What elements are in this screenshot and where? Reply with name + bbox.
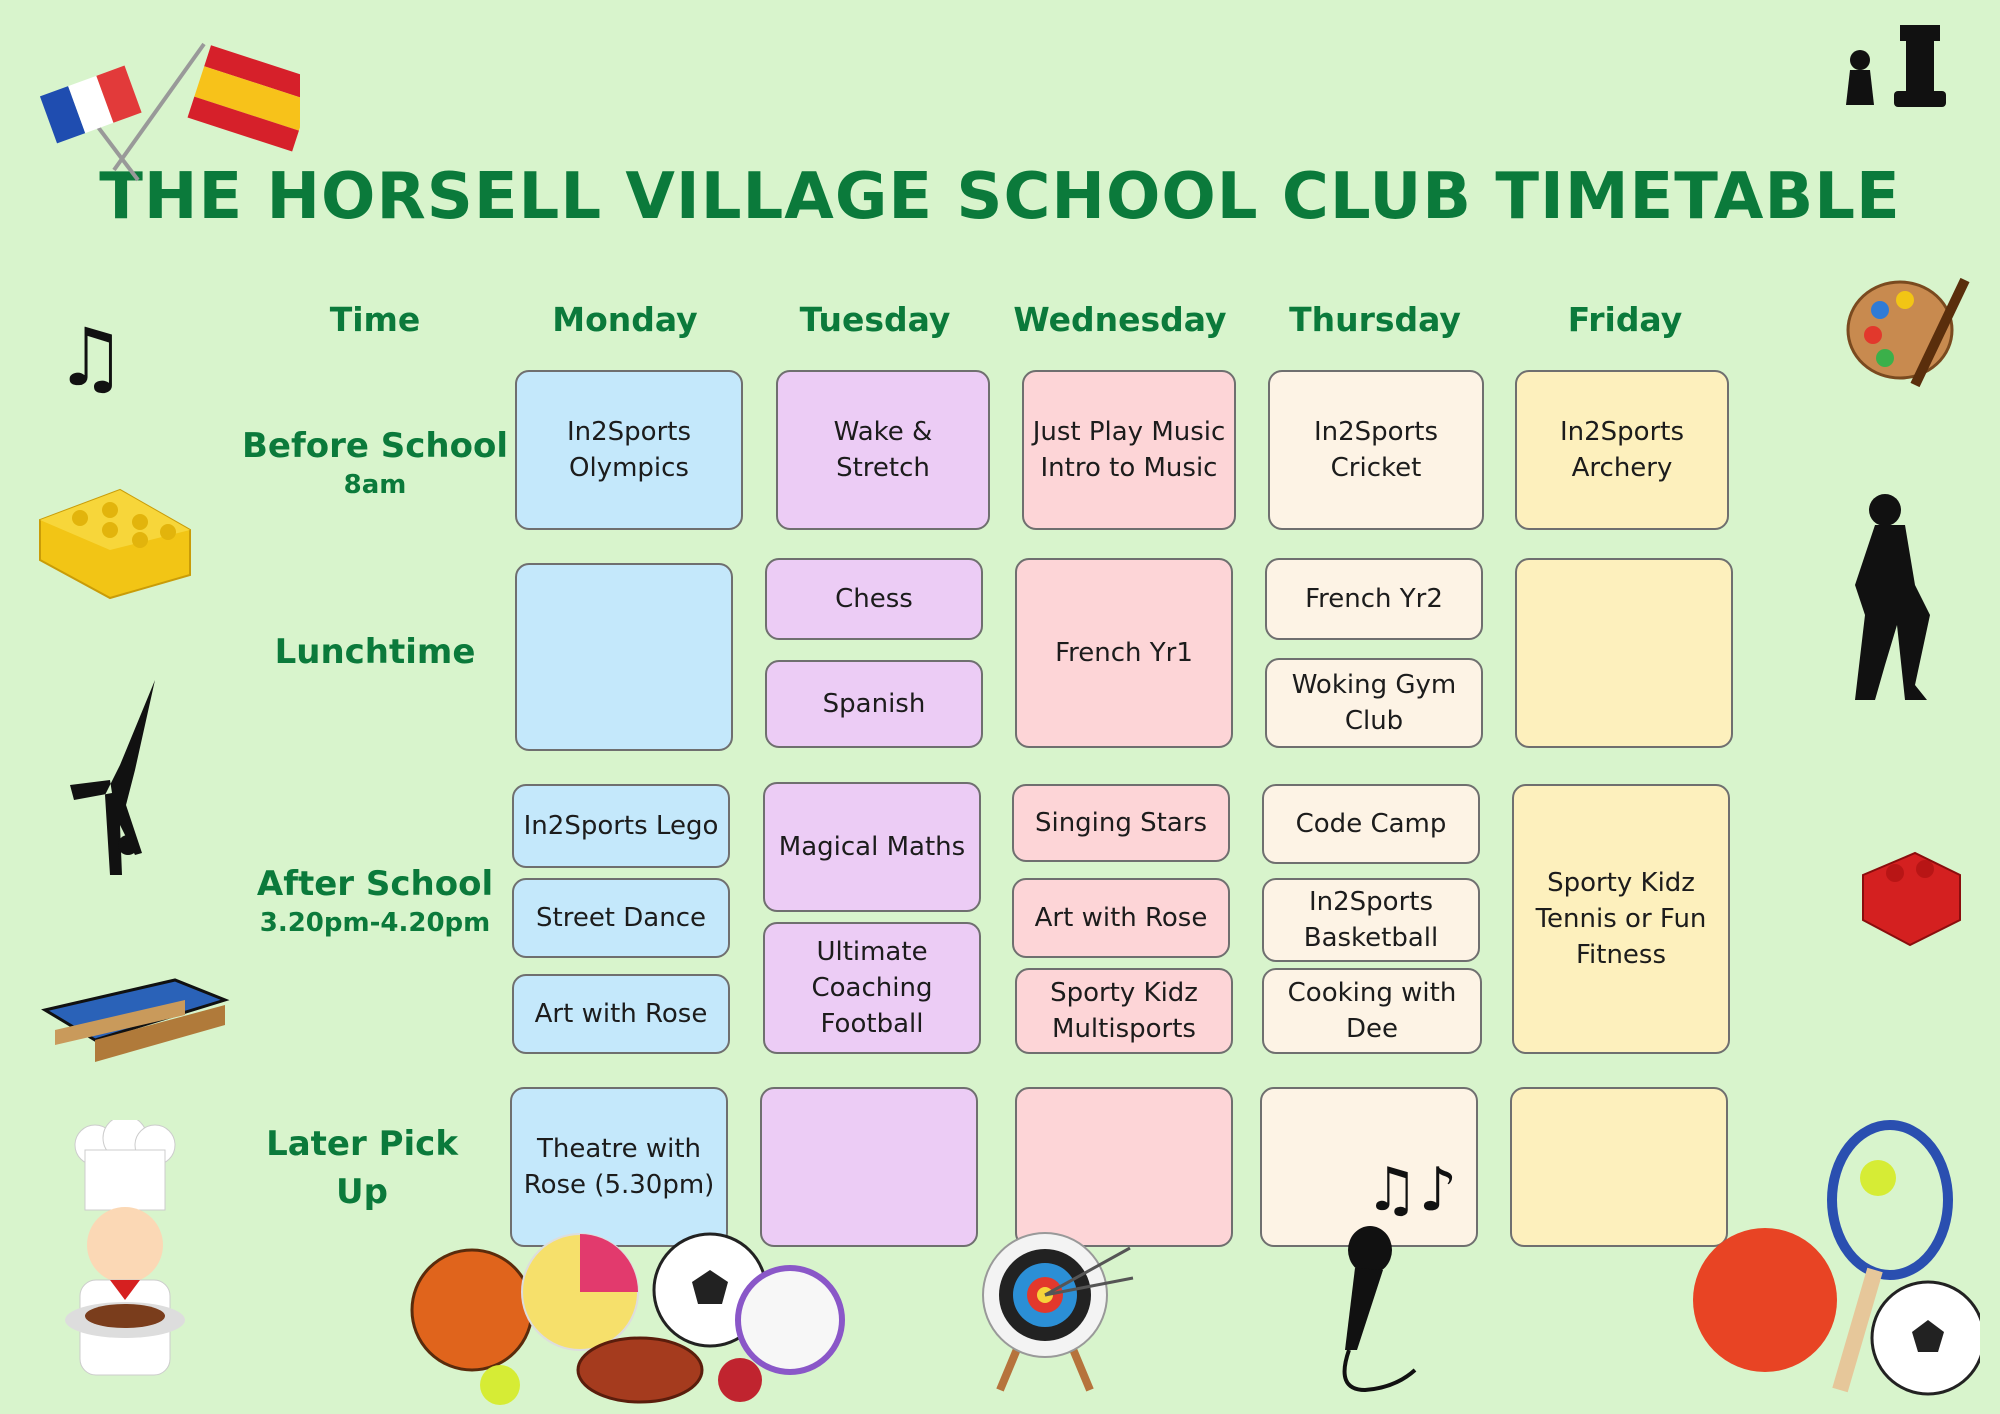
chef-icon (50, 1120, 200, 1380)
paint-palette-icon (1845, 270, 1975, 400)
header-time: Time (329, 300, 421, 339)
header-thursday: Thursday (1289, 300, 1461, 339)
svg-text:♫♪: ♫♪ (1365, 1155, 1458, 1225)
friday-after-school: Sporty Kidz Tennis or Fun Fitness (1512, 784, 1730, 1054)
tuesday-lunchtime-2: Spanish (765, 660, 983, 748)
gymnast-icon (60, 675, 170, 885)
after-school-label: After School (256, 864, 494, 904)
red-lego-icon (1855, 845, 1965, 955)
tuesday-before-school: Wake & Stretch (776, 370, 990, 530)
row-label-lunchtime (240, 630, 510, 674)
wednesday-later-pickup (1015, 1087, 1233, 1247)
monday-after-school-2: Street Dance (512, 878, 730, 958)
before-school-label: Before School (241, 426, 508, 466)
tennis-racket-icon (1690, 1120, 1980, 1405)
friday-lunchtime (1515, 558, 1733, 748)
after-school-time: 3.20pm-4.20pm (259, 908, 491, 938)
archery-target-icon (975, 1230, 1145, 1400)
monday-after-school-3: Art with Rose (512, 974, 730, 1054)
thursday-lunchtime-2: Woking Gym Club (1265, 658, 1483, 748)
chess-pieces-icon (1830, 15, 1960, 115)
tuesday-lunchtime-1: Chess (765, 558, 983, 640)
before-school-time: 8am (343, 470, 407, 500)
tuesday-after-school-2: Ultimate Coaching Football (763, 922, 981, 1054)
wednesday-after-school-2: Art with Rose (1012, 878, 1230, 958)
microphone-icon (1325, 1150, 1475, 1400)
sports-balls-icon (410, 1220, 850, 1410)
gym-vault-icon (35, 970, 235, 1070)
header-wednesday: Wednesday (1013, 300, 1227, 339)
wednesday-after-school-3: Sporty Kidz Multisports (1015, 968, 1233, 1054)
monday-lunchtime (515, 563, 733, 751)
spain-flag-icon (100, 40, 300, 180)
monday-later-pickup: Theatre with Rose (5.30pm) (510, 1087, 728, 1247)
lunchtime-label: Lunchtime (274, 632, 476, 672)
header-tuesday: Tuesday (799, 300, 951, 339)
thursday-after-school-2: In2Sports Basketball (1262, 878, 1480, 962)
row-label-before-school (240, 424, 510, 502)
wednesday-after-school-1: Singing Stars (1012, 784, 1230, 862)
thursday-after-school-3: Cooking with Dee (1262, 968, 1482, 1054)
later-pickup-label: Later Pick Up (266, 1124, 458, 1212)
thursday-after-school-1: Code Camp (1262, 784, 1480, 864)
dancer-icon (1835, 485, 1945, 710)
monday-after-school-1: In2Sports Lego (512, 784, 730, 868)
monday-before-school: In2Sports Olympics (515, 370, 743, 530)
thursday-lunchtime-1: French Yr2 (1265, 558, 1483, 640)
thursday-before-school: In2Sports Cricket (1268, 370, 1484, 530)
wednesday-before-school: Just Play Music Intro to Music (1022, 370, 1236, 530)
wednesday-lunchtime: French Yr1 (1015, 558, 1233, 748)
svg-text:♫: ♫ (55, 311, 127, 404)
lego-brick-icon (30, 480, 195, 600)
friday-before-school: In2Sports Archery (1515, 370, 1729, 530)
music-notes-icon (55, 300, 165, 420)
row-label-after-school (240, 862, 510, 940)
tuesday-after-school-1: Magical Maths (763, 782, 981, 912)
header-monday: Monday (552, 300, 698, 339)
header-friday: Friday (1567, 300, 1683, 339)
page-title: THE HORSELL VILLAGE SCHOOL CLUB TIMETABLE (99, 160, 1901, 234)
row-label-later-pickup (262, 1120, 462, 1216)
